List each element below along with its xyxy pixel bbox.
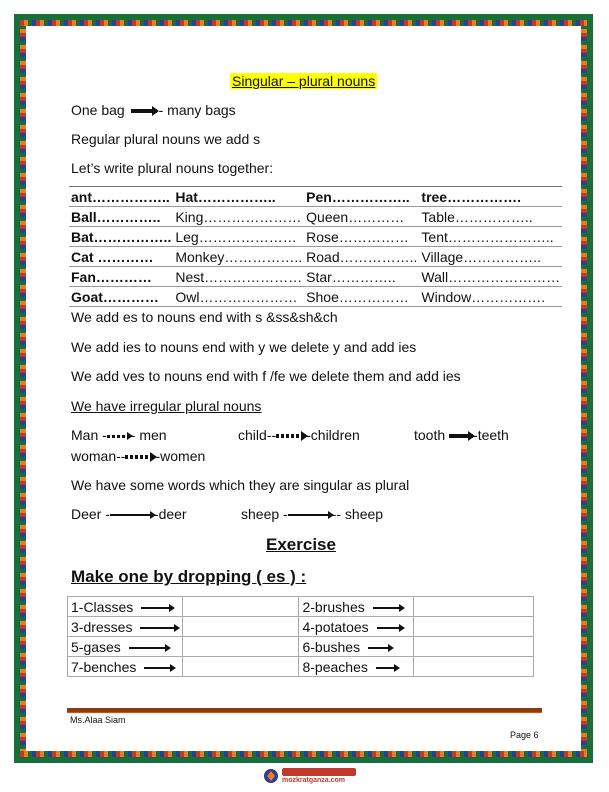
arrow-icon — [377, 627, 403, 629]
arrow-icon — [125, 455, 155, 459]
publisher-logo — [262, 765, 362, 787]
exercise-heading: Exercise — [266, 535, 336, 554]
exercise-word-cell — [299, 597, 414, 617]
rule-ies: We add ies to nouns end with y we delete y and add ies — [71, 339, 417, 355]
same-deer: Deer - -deer — [71, 506, 187, 522]
irregular-tooth: tooth -teeth — [414, 427, 509, 443]
rule-ves: We add ves to nouns end with f /fe we delete them and add ies — [71, 368, 461, 384]
nouns-row — [69, 247, 562, 267]
answer-cell[interactable] — [182, 617, 299, 637]
arrow-icon — [373, 607, 403, 609]
nouns-cell: Ball………….. — [69, 207, 173, 227]
exercise-word: 5-gases — [71, 638, 121, 655]
exercise-word: 6-bushes — [302, 638, 361, 655]
nouns-cell: tree……………. — [419, 187, 562, 207]
arrow-icon — [110, 514, 154, 516]
nouns-cell: Pen…………….. — [304, 187, 419, 207]
exercise-word: 4-potatoes — [302, 618, 369, 635]
nouns-cell: Cat ………… — [69, 247, 173, 267]
nouns-row — [69, 287, 562, 307]
arrow-icon — [376, 667, 398, 669]
answer-cell[interactable] — [414, 597, 534, 617]
exercise-row — [68, 597, 534, 617]
nouns-cell: Road…………….. — [306, 248, 418, 265]
nouns-cell: King………………… — [173, 207, 304, 227]
logo-text: mozkratganza.com — [282, 777, 346, 784]
same-sheep: sheep - -- sheep — [241, 506, 384, 522]
irregular-heading: We have irregular plural nouns — [71, 398, 262, 414]
nouns-cell: Nest………………… — [173, 267, 304, 287]
arrow-icon — [368, 647, 392, 649]
footer-page-number: Page 6 — [510, 730, 539, 740]
nouns-cell: Rose…………… — [304, 227, 419, 247]
nouns-row — [69, 227, 562, 247]
arrow-icon — [129, 647, 169, 649]
answer-cell[interactable] — [414, 637, 534, 657]
arrow-icon — [107, 435, 131, 438]
nouns-row — [69, 187, 562, 207]
nouns-cell: Village…………….. — [419, 247, 562, 267]
exercise-word: 7-benches — [71, 658, 137, 675]
intro-line-3: Let’s write plural nouns together: — [71, 160, 274, 176]
nouns-cell: Fan………… — [69, 267, 173, 287]
nouns-cell: Tent………………….. — [419, 227, 562, 247]
nouns-cell: ant…………….. — [69, 187, 173, 207]
answer-cell[interactable] — [182, 657, 299, 677]
irregular-woman: woman-- -women — [71, 448, 206, 464]
same-sentence: We have some words which they are singular as plural — [71, 477, 410, 493]
exercise-word-cell — [68, 597, 183, 617]
exercise-word: 3-dresses — [71, 618, 133, 635]
nouns-cell: Shoe…………… — [304, 287, 419, 307]
footer-author: Ms.Alaa Siam — [70, 715, 126, 725]
answer-cell[interactable] — [414, 617, 534, 637]
answer-cell[interactable] — [182, 597, 299, 617]
nouns-cell: Wall…………………… — [421, 268, 561, 285]
exercise-word-cell — [68, 637, 183, 657]
nouns-cell: Leg………………… — [173, 227, 304, 247]
nouns-row — [69, 207, 562, 227]
exercise-row — [68, 657, 534, 677]
arrow-icon — [131, 109, 157, 113]
exercise-word: 1-Classes — [71, 598, 134, 615]
nouns-row — [69, 267, 562, 287]
nouns-cell: Queen………… — [304, 207, 419, 227]
exercise-instruction: Make one by dropping ( es ) : — [71, 567, 307, 586]
answer-cell[interactable] — [182, 637, 299, 657]
answer-cell[interactable] — [414, 657, 534, 677]
exercise-word-cell — [299, 637, 414, 657]
rule-es: We add es to nouns end with s &ss&sh&ch — [71, 309, 338, 325]
arrow-icon — [140, 627, 178, 629]
exercise-table — [67, 596, 534, 677]
nouns-cell: Table…………….. — [419, 207, 562, 227]
nouns-cell: Bat…………….. — [71, 228, 172, 245]
arrow-icon — [144, 667, 174, 669]
exercise-word-cell — [299, 617, 414, 637]
arrow-icon — [288, 514, 332, 516]
exercise-row — [68, 637, 534, 657]
nouns-cell: Goat………… — [69, 287, 173, 307]
nouns-cell: Monkey…………….. — [175, 248, 303, 265]
exercise-word-cell — [68, 617, 183, 637]
irregular-child: child-- -children — [238, 427, 360, 443]
exercise-word: 8-peaches — [302, 658, 368, 675]
page-title: Singular – plural nouns — [232, 73, 376, 89]
arrow-icon — [276, 434, 306, 438]
exercise-row — [68, 617, 534, 637]
intro-line-2: Regular plural nouns we add s — [71, 131, 261, 147]
nouns-cell: Star………….. — [304, 267, 419, 287]
arrow-icon — [449, 434, 473, 438]
irregular-man: Man - - men — [71, 427, 167, 443]
exercise-word-cell — [68, 657, 183, 677]
arrow-icon — [141, 607, 173, 609]
nouns-cell: Window……………. — [419, 287, 562, 307]
exercise-word: 2-brushes — [302, 598, 365, 615]
footer-divider — [67, 708, 542, 713]
nouns-table — [69, 186, 562, 307]
exercise-word-cell — [299, 657, 414, 677]
nouns-cell: Owl………………… — [173, 287, 304, 307]
nouns-cell: Hat…………….. — [173, 187, 304, 207]
intro-line-1: One bag - many bags — [71, 102, 236, 118]
